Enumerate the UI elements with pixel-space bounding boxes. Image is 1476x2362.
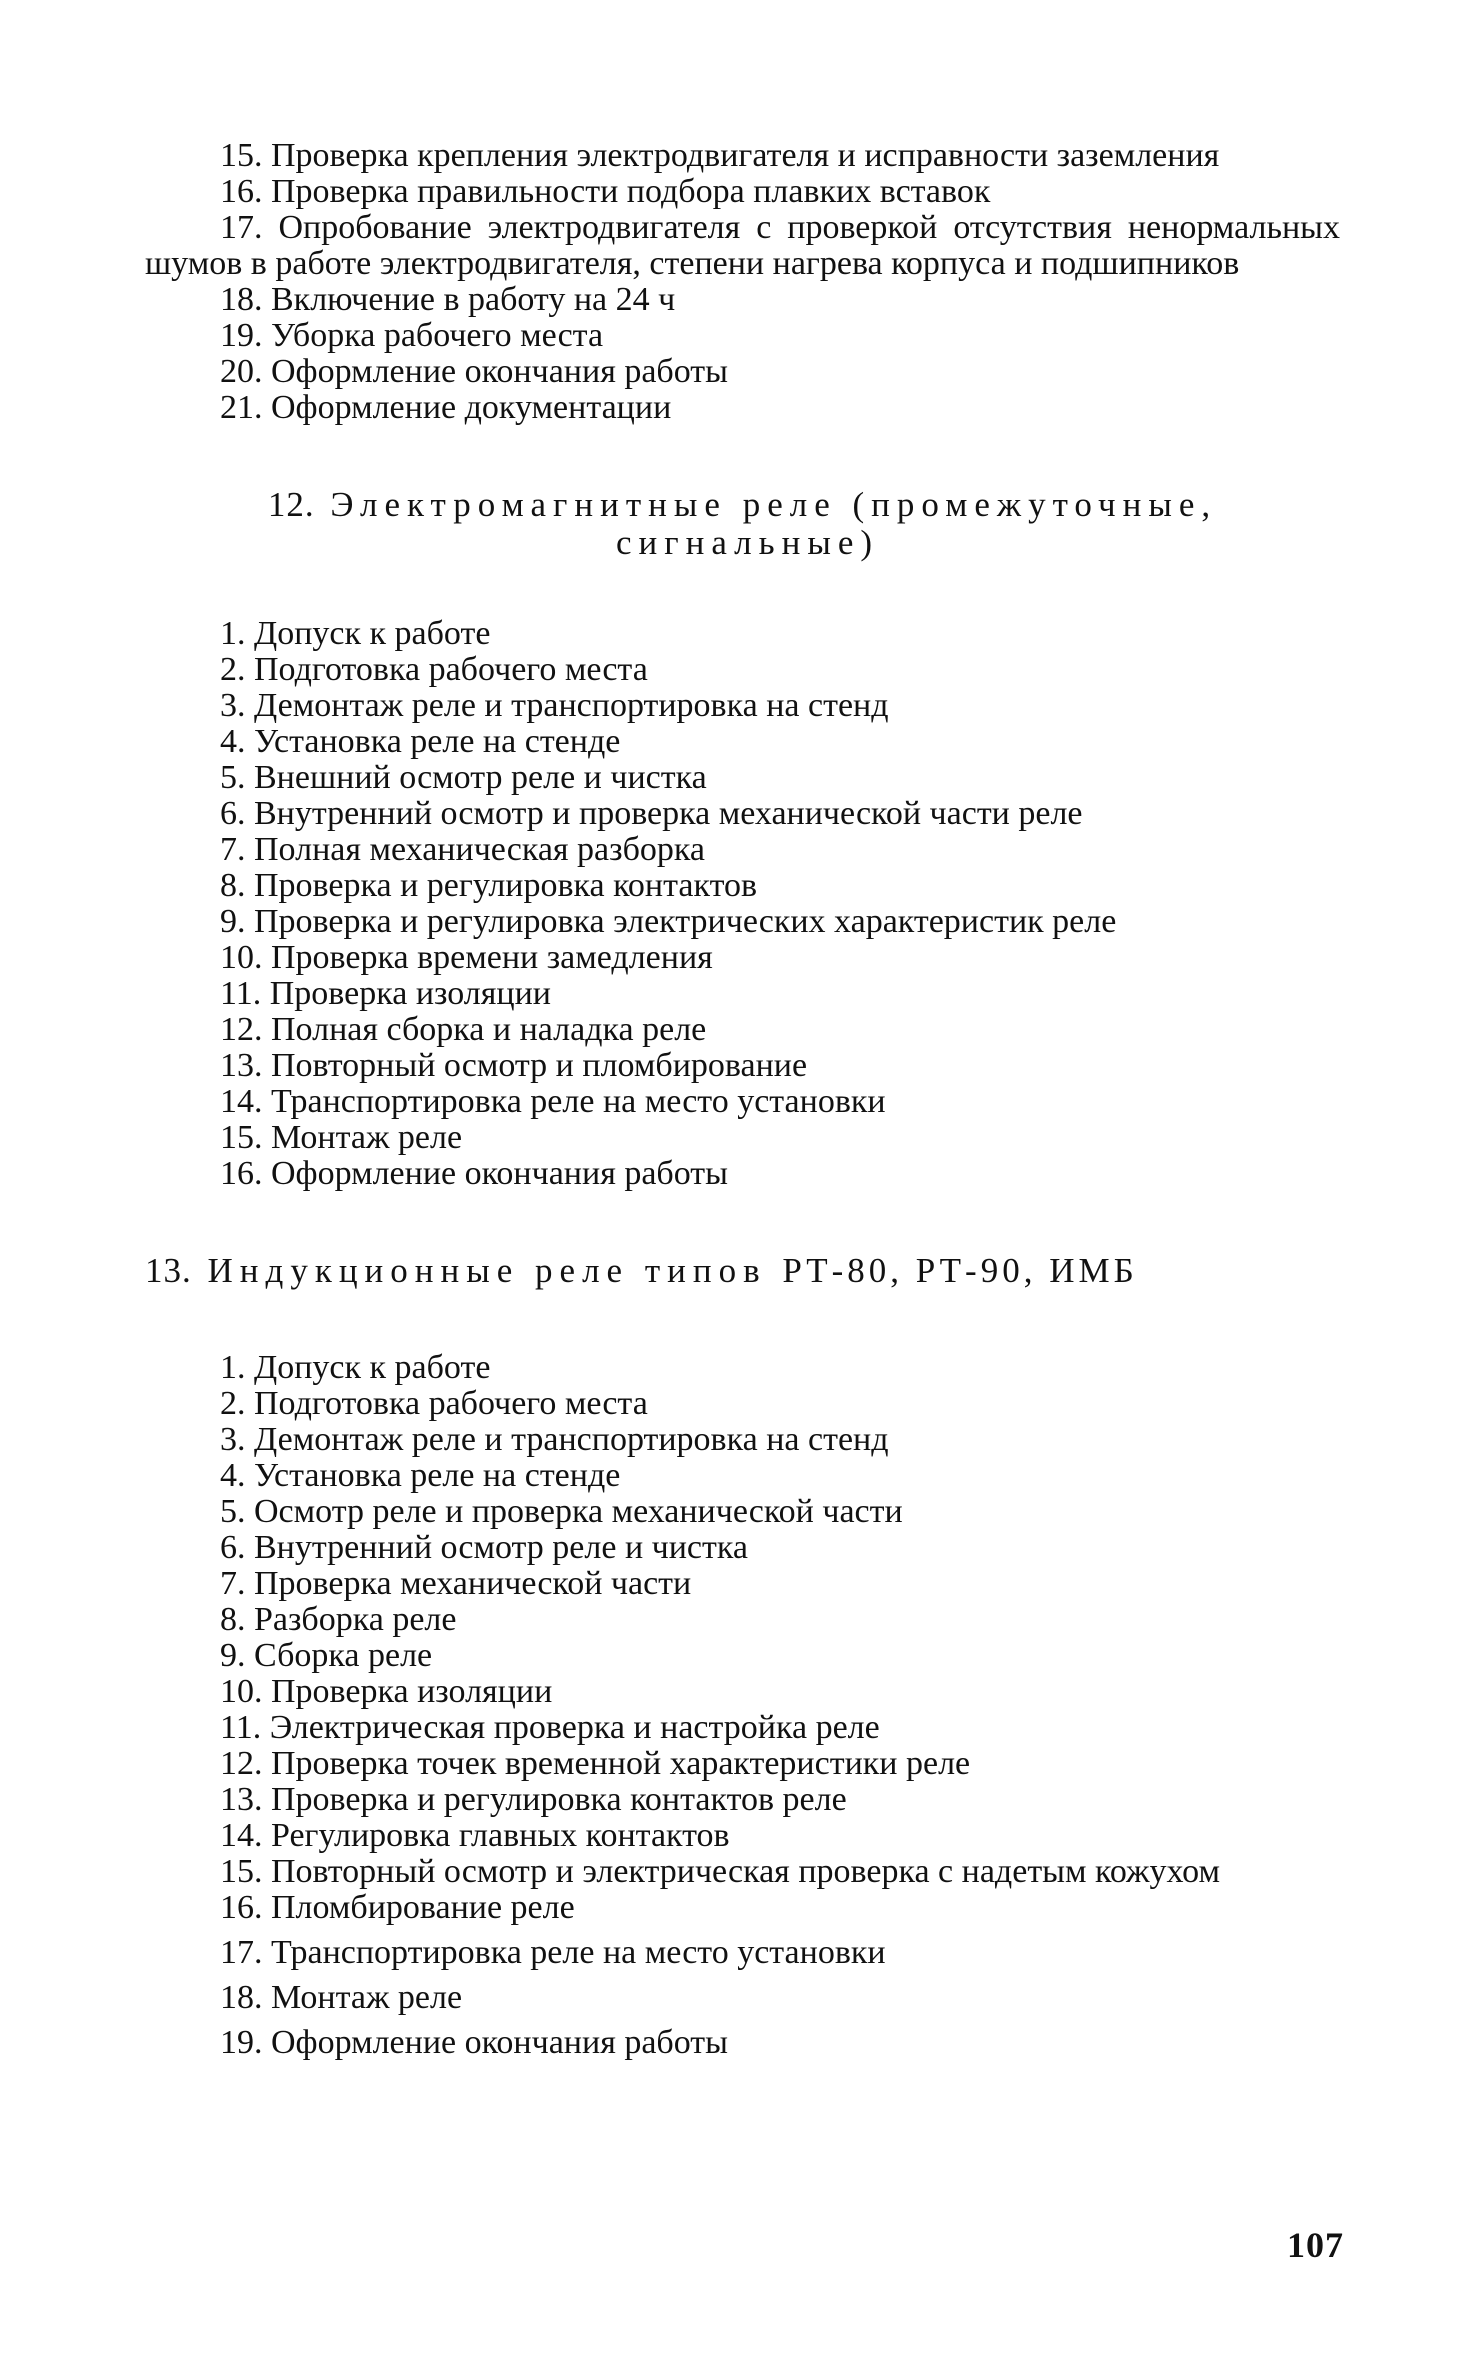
- section-12-title-line2: сигнальные): [615, 523, 880, 562]
- list-item: 16. Оформление окончания работы: [220, 1155, 728, 1192]
- section-12-heading: [145, 486, 1340, 524]
- list-item: 8. Разборка реле: [220, 1601, 457, 1638]
- list-item: 2. Подготовка рабочего места: [220, 651, 648, 688]
- list-item: 9. Сборка реле: [220, 1637, 433, 1674]
- section-13-list: [145, 1350, 1340, 2061]
- list-item: 14. Транспортировка реле на место установки: [220, 1083, 886, 1120]
- list-item: 7. Проверка механической части: [220, 1565, 692, 1602]
- list-item: 16. Пломбирование реле: [220, 1889, 575, 1926]
- list-item: 17. Опробование электродвигателя с проверкой отсутствия ненормальных шумов в работе электродвигателя, степени нагрева корпуса и подшипников: [145, 209, 1340, 282]
- section-12-title-rest: (промежуточные,: [852, 485, 1218, 524]
- list-item: 20. Оформление окончания работы: [220, 353, 728, 390]
- section-13-number: 13.: [145, 1251, 192, 1290]
- list-item: 13. Проверка и регулировка контактов реле: [220, 1781, 847, 1818]
- list-item: 15. Монтаж реле: [220, 1119, 463, 1156]
- page-number: 107: [1287, 2225, 1344, 2265]
- list-item: 12. Проверка точек временной характеристики реле: [220, 1745, 971, 1782]
- list-item: 21. Оформление документации: [220, 389, 672, 426]
- section-12-number: 12.: [267, 485, 315, 524]
- list-item: 17. Транспортировка реле на место установки: [220, 1934, 886, 1971]
- list-item: 19. Оформление окончания работы: [220, 2024, 728, 2061]
- list-item: 1. Допуск к работе: [220, 1349, 491, 1386]
- list-item: 8. Проверка и регулировка контактов: [220, 867, 758, 904]
- list-item: 6. Внутренний осмотр реле и чистка: [220, 1529, 748, 1566]
- section-12: [145, 486, 1340, 1192]
- list-item: 5. Осмотр реле и проверка механической части: [220, 1493, 903, 1530]
- list-item: 11. Электрическая проверка и настройка реле: [220, 1709, 880, 1746]
- section-13-title-rest: РТ-80, РТ-90, ИМБ: [782, 1251, 1138, 1290]
- list-item: 15. Проверка крепления электродвигателя и исправности заземления: [220, 137, 1220, 174]
- list-item: 10. Проверка времени замедления: [220, 939, 713, 976]
- list-item: 14. Регулировка главных контактов: [220, 1817, 730, 1854]
- section-13-heading: [145, 1252, 1340, 1290]
- section-12-list: [145, 616, 1340, 1192]
- section-12-title: Электромагнитные реле: [330, 485, 837, 524]
- text-column: [145, 138, 1340, 2061]
- list-item: 7. Полная механическая разборка: [220, 831, 705, 868]
- list-item: 16. Проверка правильности подбора плавких вставок: [220, 173, 991, 210]
- list-item: 18. Включение в работу на 24 ч: [220, 281, 676, 318]
- list-item: 2. Подготовка рабочего места: [220, 1385, 648, 1422]
- list-item: 18. Монтаж реле: [220, 1979, 463, 2016]
- list-item: 12. Полная сборка и наладка реле: [220, 1011, 707, 1048]
- list-previous-section: [145, 138, 1340, 426]
- list-item: 3. Демонтаж реле и транспортировка на стенд: [220, 687, 889, 724]
- list-item: 13. Повторный осмотр и пломбирование: [220, 1047, 808, 1084]
- list-item: 6. Внутренний осмотр и проверка механической части реле: [220, 795, 1083, 832]
- list-item: 11. Проверка изоляции: [220, 975, 552, 1012]
- section-13-title: Индукционные реле типов: [207, 1251, 767, 1290]
- section-13: [145, 1252, 1340, 2061]
- list-item: 1. Допуск к работе: [220, 615, 491, 652]
- list-item: 5. Внешний осмотр реле и чистка: [220, 759, 707, 796]
- list-item: 4. Установка реле на стенде: [220, 1457, 621, 1494]
- list-item: 15. Повторный осмотр и электрическая проверка с надетым кожухом: [220, 1853, 1221, 1890]
- list-item: 10. Проверка изоляции: [220, 1673, 553, 1710]
- list-item: 3. Демонтаж реле и транспортировка на стенд: [220, 1421, 889, 1458]
- list-item: 4. Установка реле на стенде: [220, 723, 621, 760]
- section-12-heading-line2: [145, 524, 1340, 562]
- list-item: 19. Уборка рабочего места: [220, 317, 604, 354]
- list-item: 9. Проверка и регулировка электрических характеристик реле: [220, 903, 1117, 940]
